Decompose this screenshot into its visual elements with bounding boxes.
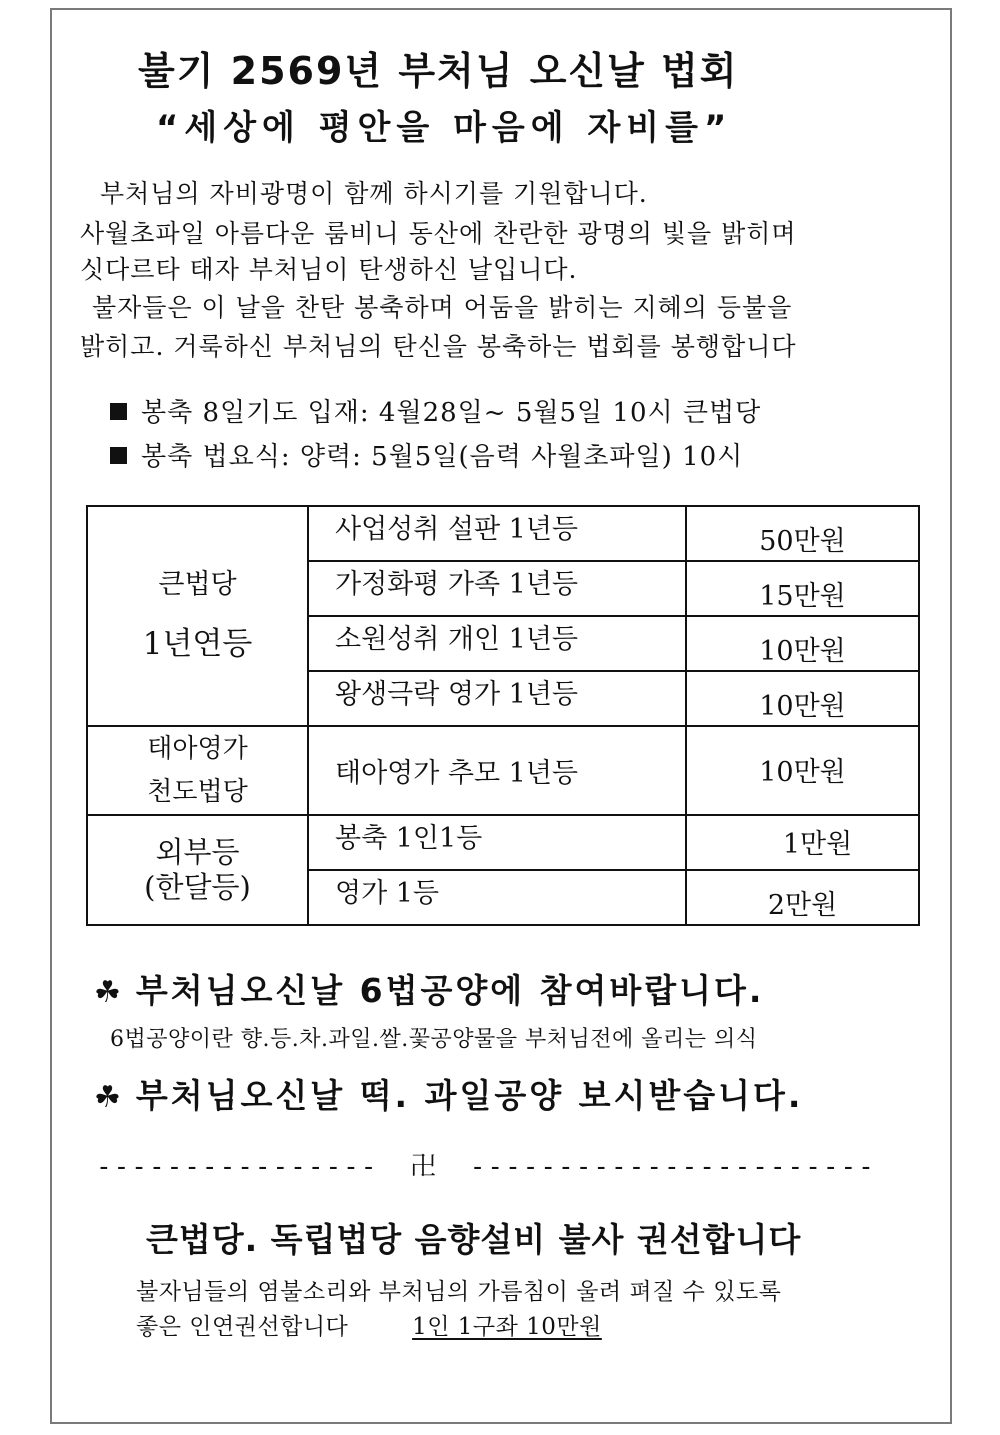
table-row: [87, 726, 919, 815]
lantern-item: 봉축 1인1등: [308, 815, 686, 870]
donation-amount: 1인 1구좌 10만원: [412, 1314, 602, 1340]
lantern-item: 가정화평 가족 1년등: [308, 561, 686, 616]
intro-line-4: 불자들은 이 날을 찬탄 봉축하며 어둠을 밝히는 지혜의 등불을: [92, 293, 793, 322]
category-sublabel: 천도법당: [147, 776, 248, 807]
black-square-icon: [110, 403, 127, 420]
category-fetal-spirit: [87, 726, 308, 815]
black-square-icon: [110, 447, 127, 464]
lantern-item: 사업성취 설판 1년등: [308, 506, 686, 561]
lantern-price: 2만원: [686, 870, 919, 925]
donation-line-2: [136, 1308, 602, 1341]
callout-text: 부처님오신날 떡. 과일공양 보시받습니다.: [135, 1076, 804, 1115]
donation-heading: 큰법당. 독립법당 음향설비 불사 권선합니다: [146, 1220, 802, 1259]
lantern-item: 왕생극락 영가 1년등: [308, 671, 686, 726]
lantern-price: 10만원: [686, 671, 919, 726]
divider-dashes-right: -----------------------: [469, 1152, 876, 1182]
category-label: 태아영가: [147, 733, 248, 764]
lantern-price: 10만원: [686, 616, 919, 671]
category-label: 외부등: [155, 835, 240, 870]
callout-offering: [94, 965, 764, 1012]
schedule-text: 봉축 법요식: 양력: 5월5일(음력 사월초파일) 10시: [141, 442, 744, 472]
section-divider: [96, 1146, 876, 1183]
intro-line-2: 사월초파일 아름다운 룸비니 동산에 찬란한 광명의 빛을 밝히며: [80, 219, 797, 248]
lantern-price-table: [86, 505, 920, 926]
donation-line-1: 불자님들의 염불소리와 부처님의 가름침이 울려 펴질 수 있도록: [136, 1279, 782, 1305]
donation-text: 좋은 인연권선합니다: [136, 1314, 349, 1340]
page-subtitle: “세상에 평안을 마음에 자비를”: [156, 108, 733, 148]
lantern-item: 태아영가 추모 1년등: [308, 726, 686, 815]
schedule-item-ceremony: [110, 436, 743, 473]
manji-symbol: 卍: [410, 1152, 439, 1182]
callout-offering-note: 6법공양이란 향.등.차.과일.쌀.꽃공양물을 부처님전에 올리는 의식: [110, 1027, 758, 1052]
category-sublabel: 1년연등: [142, 625, 253, 662]
lantern-price: 15만원: [686, 561, 919, 616]
callout-rice-cake: [94, 1070, 803, 1117]
schedule-text: 봉축 8일기도 입재: 4월28일~ 5월5일 10시 큰법당: [141, 398, 762, 428]
lantern-item: 소원성취 개인 1년등: [308, 616, 686, 671]
intro-line-3: 싯다르타 태자 부처님이 탄생하신 날입니다.: [80, 255, 578, 284]
clover-icon: ☘: [94, 975, 124, 1010]
page-title: 불기 2569년 부처님 오신날 법회: [138, 49, 739, 93]
table-row: [87, 506, 919, 561]
category-label: 큰법당: [158, 568, 237, 600]
lantern-price: 10만원: [686, 726, 919, 815]
clover-icon: ☘: [94, 1080, 124, 1115]
lantern-price: 1만원: [686, 815, 919, 870]
category-sublabel: (한달등): [144, 870, 251, 904]
divider-dashes-left: ----------------: [96, 1152, 379, 1182]
lantern-item: 영가 1등: [308, 870, 686, 925]
intro-line-1: 부처님의 자비광명이 함께 하시기를 기원합니다.: [100, 179, 648, 208]
intro-line-5: 밝히고. 거룩하신 부처님의 탄신을 봉축하는 법회를 봉행합니다: [80, 332, 797, 361]
table-row: [87, 815, 919, 870]
schedule-item-prayer: [110, 392, 761, 429]
lantern-price: 50만원: [686, 506, 919, 561]
category-outdoor: [87, 815, 308, 925]
callout-text: 부처님오신날 6법공양에 참여바랍니다.: [135, 971, 765, 1010]
category-main-hall: [87, 506, 308, 726]
